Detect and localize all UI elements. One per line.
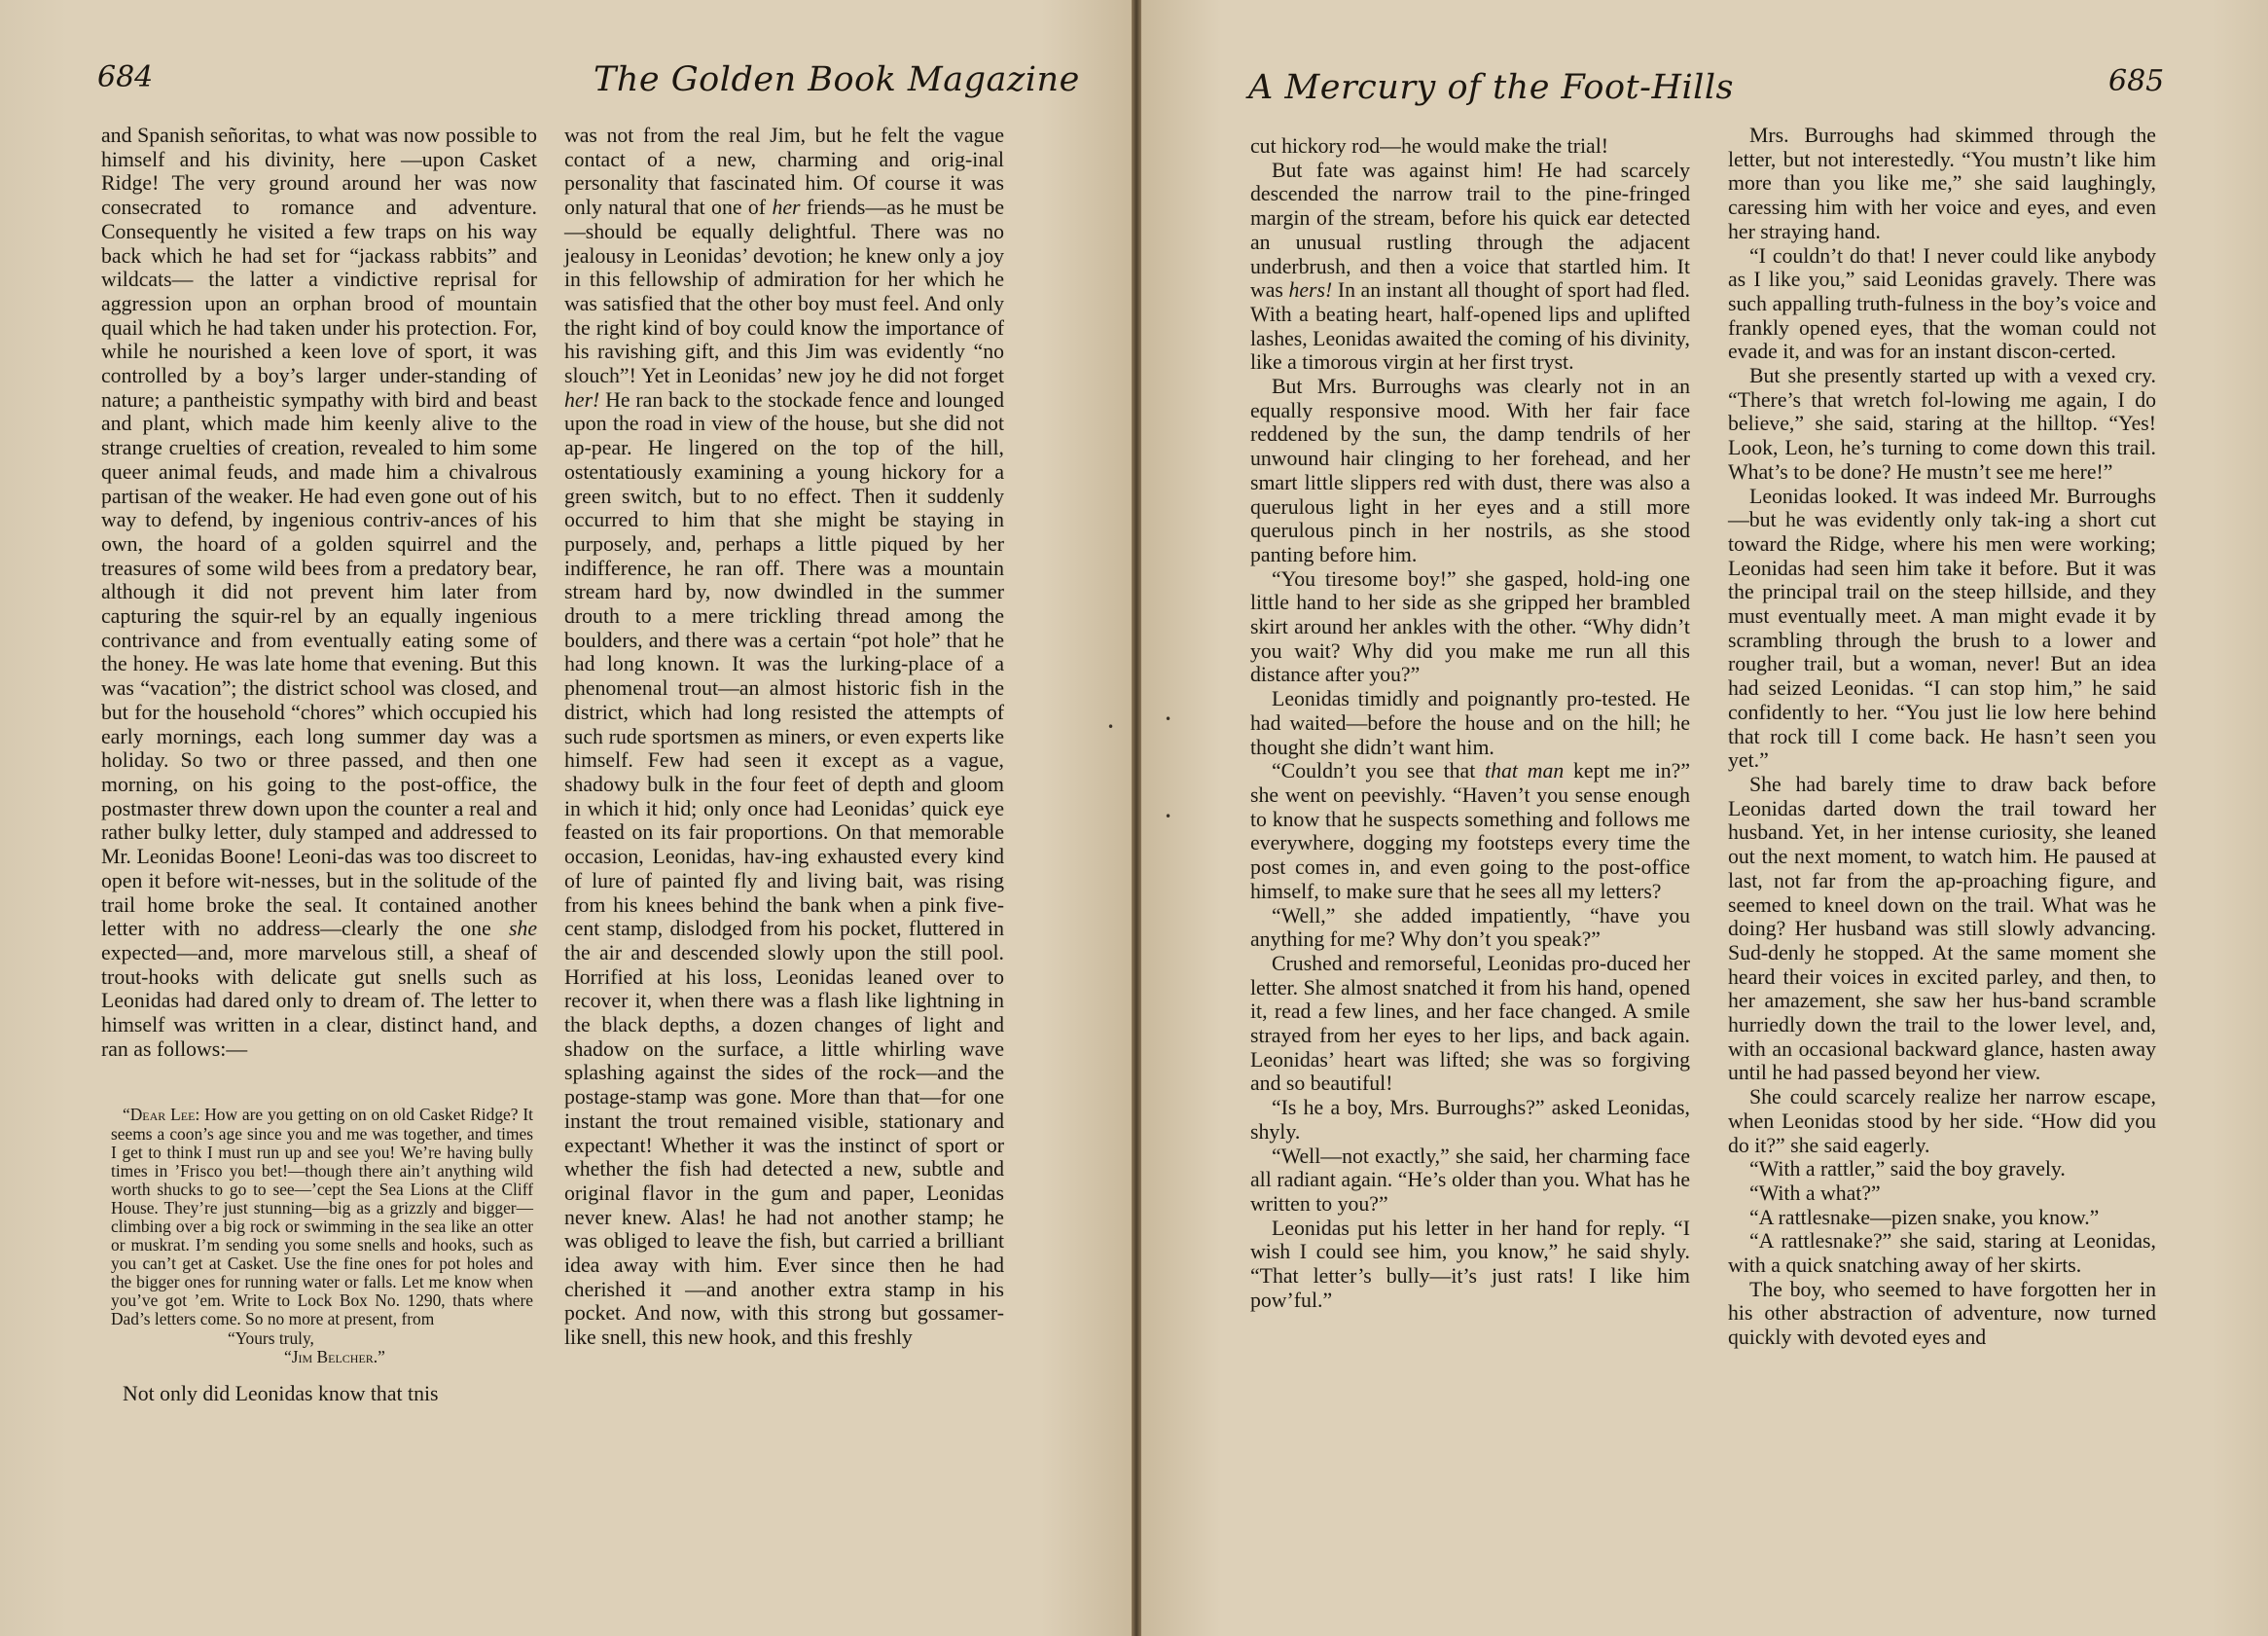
paragraph: But she presently started up with a vexed cry. “There’s that wretch fol-lowing me again, I do believe,” she said, staring at the hilltop. “Yes! Look, Leon, he’s turning to come down this trail. What’s to be done? He mustn’t see me here!” — [1728, 364, 2156, 484]
right-column-2 — [1728, 124, 2156, 1350]
paragraph: Leonidas put his letter in her hand for reply. “I wish I could see him, you know,” he said shyly. “That letter’s bully—it’s just rats! I like him pow’ful.” — [1250, 1216, 1690, 1312]
paragraph: Leonidas looked. It was indeed Mr. Burroughs—but he was evidently only tak-ing a short cut toward the Ridge, where his men were working; Leonidas had seen him take it before. But it was the principal trail on the steep hillside, and they must eventually meet. A man might evade it by scrambling through the brush to a lower and rougher trail, but a woman, never! But an idea had seized Leonidas. “I can stop him,” he said confidently to her. “You just lie low here behind that rock till I come back. He hasn’t seen you yet.” — [1728, 484, 2156, 773]
paragraph: “Well,” she added impatiently, “have you anything for me? Why don’t you speak?” — [1250, 903, 1690, 952]
paragraph: was not from the real Jim, but he felt the vague contact of a new, charming and orig-inal personality that fascinated him. Of course it was only natural that one of her friends—as he must be—should be equally delightful. There was no jealousy in Leonidas’ devotion; he knew only a joy in this fellowship of admiration for her which he was satisfied that the other boy must feel. And only the right kind of boy could know the importance of his ravishing gift, and this Jim was evidently “no slouch”! Yet in Leonidas’ new joy he did not forget her! He ran back to the stockade fence and lounged upon the road in view of the house, but she did not ap-pear. He lingered on the top of the hill, ostentatiously examining a young hickory for a green switch, but to no effect. Then it suddenly occurred to him that she might be staying in purposely, and, perhaps a little piqued by her indifference, he ran off. There was a mountain stream hard by, now dwindled in the summer drouth to a mere trickling thread among the boulders, and there was a certain “pot hole” that he had long known. It was the lurking-place of a phenomenal trout—an almost historic fish in the district, which had long resisted the attempts of such rude sportsmen as miners, or even experts like himself. Few had seen it except as a vague, shadowy bulk in the four feet of depth and gloom in which it hid; only once had Leonidas’ quick eye feasted on its fair proportions. On that memorable occasion, Leonidas, hav-ing exhausted every kind of lure of painted fly and living bait, was rising from his knees behind the bank when a pink five-cent stamp, dislodged from his pocket, fluttered in the air and descended slowly upon the still pool. Horrified at his loss, Leonidas leaned over to recover it, when there was a flash like lightning in the black depths, a dozen changes of light and shadow on the surface, a little whirling wave splashing against the sides of the rock—and the postage-stamp was gone. More than that—for one instant the trout remained visible, stationary and expectant! Whether it was the instinct of sport or whether the fish had detected a new, subtle and original flavor in the gum and paper, Leonidas never knew. Alas! he had not another stamp; he was obliged to leave the fish, but carried a brilliant idea away with him. Ever since then he had cherished it —and another extra stamp in his pocket. And now, with this strong but gossamer-like snell, this new hook, and this freshly — [564, 124, 1004, 1350]
paragraph: “With a rattler,” said the boy gravely. — [1749, 1157, 2066, 1182]
right-column-1 — [1250, 134, 1690, 1312]
left-page — [0, 0, 1132, 1636]
paragraph: Leonidas timidly and poignantly pro-tested. He had waited—before the house and on the hill; he thought she didn’t want him. — [1250, 687, 1690, 759]
paragraph: “With a what?” — [1749, 1181, 1881, 1205]
letter-closing: “Yours truly, — [228, 1327, 314, 1348]
paragraph: Not only did Leonidas know that tnis — [123, 1381, 439, 1405]
page-number-left: 684 — [97, 60, 154, 94]
left-column-1 — [101, 124, 537, 1405]
running-head-right: A Mercury of the Foot-Hills — [1248, 68, 1735, 107]
left-column-2 — [564, 124, 1004, 1350]
paragraph: Mrs. Burroughs had skimmed through the letter, but not interestedly. “You mustn’t like him more than you like me,” she said laughingly, caressing him with her voice and eyes, and even her straying hand. — [1728, 124, 2156, 243]
paragraph: She had barely time to draw back before Leonidas darted down the trail toward her husband. Yet, in her intense curiosity, she leaned out the next moment, to watch him. He paused at last, not far from the ap-proaching figure, and seemed to kneel down on the trail. What was he doing? Her husband was still slowly advancing. Sud-denly he stopped. At the same moment she heard their voices in excited parley, and then, to her amazement, she saw her hus-band scramble hurriedly down the trail to the lower level, and, with an occasional backward glance, hasten away until he had passed beyond her view. — [1728, 772, 2156, 1085]
right-page — [1141, 0, 2268, 1636]
paragraph: “A rattlesnake—pizen snake, you know.” — [1749, 1205, 2100, 1229]
paragraph: “Couldn’t you see that that man kept me in?” she went on peevishly. “Haven’t you sense enough to know that he suspects something and follows me everywhere, dogging my footsteps every time the post comes in, and even going to the post-office himself, to make sure that he sees all my letters? — [1250, 759, 1691, 903]
binding-gutter — [1132, 0, 1141, 1636]
paragraph: “Is he a boy, Mrs. Burroughs?” asked Leonidas, shyly. — [1250, 1096, 1690, 1144]
paragraph: cut hickory rod—he would make the trial! — [1250, 134, 1609, 158]
margin-mark: • — [1165, 712, 1172, 726]
paragraph: “I couldn’t do that! I never could like anybody as I like you,” said Leonidas gravely. There was such appalling truth-fulness in the boy’s voice and frankly opened eyes, that the woman could not evade it, and was for an instant discon-certed. — [1728, 243, 2156, 364]
letter-block — [111, 1106, 533, 1365]
paragraph: Crushed and remorseful, Leonidas pro-duced her letter. She almost snatched it from his hand, opened it, read a few lines, and her face changed. A smile strayed from her eyes to her lips, and back again. Leonidas’ heart was lifted; she was so forgiving and so beautiful! — [1250, 951, 1690, 1096]
paragraph: She could scarcely realize her narrow escape, when Leonidas stood by her side. “How did you do it?” she said eagerly. — [1728, 1085, 2156, 1157]
paragraph: “Well—not exactly,” she said, her charming face all radiant again. “He’s older than you. What has he written to you?” — [1250, 1144, 1690, 1216]
paragraph: But fate was against him! He had scarcely descended the narrow trail to the pine-fringed margin of the stream, before his quick ear detected an unusual rustling through the adjacent underbrush, and then a voice that startled him. It was hers! In an instant all thought of sport had fled. With a beating heart, half-opened lips and uplifted lashes, Leonidas awaited the coming of his divinity, like a timorous virgin at her first tryst. — [1250, 158, 1691, 375]
margin-mark: • — [1107, 720, 1115, 734]
margin-mark: • — [1165, 810, 1172, 823]
paragraph: “You tiresome boy!” she gasped, hold-ing one little hand to her side as she gripped her brambled skirt around her ankles with the other. “Why didn’t you wait? Why did you make me run all this distance after you?” — [1250, 566, 1690, 687]
paragraph: “A rattlesnake?” she said, staring at Leonidas, with a quick snatching away of her skirts. — [1728, 1229, 2156, 1278]
letter-body: “Dear Lee: How are you getting on on old Casket Ridge? It seems a coon’s age since you and me was together, and times I get to think I must run up and see you! We’re having bully times in ’Frisco you bet!—though there ain’t anything wild worth shucks to go to see—’cept the Sea Lions at the Cliff House. They’re just stunning—big as a grizzly and bigger—climbing over a big rock or swimming in the sea like an otter or muskrat. I’m sending you some snells and hooks, such as you can’t get at Casket. Use the fine ones for pot holes and the bigger ones for running water or falls. Let me know when you’ve got ’em. Write to Lock Box No. 1290, thats where Dad’s letters come. So no more at present, from — [111, 1105, 533, 1329]
running-head-left: The Golden Book Magazine — [594, 60, 1080, 99]
paragraph: The boy, who seemed to have forgotten her in his other abstraction of adventure, now turned quickly with devoted eyes and — [1728, 1277, 2156, 1350]
paragraph: and Spanish señoritas, to what was now possible to himself and his divinity, here —upon Casket Ridge! The very ground around her was now consecrated to romance and adventure. Consequently he visited a few traps on his way back which he had set for “jackass rabbits” and wildcats— the latter a vindictive reprisal for aggression upon an orphan brood of mountain quail which he had taken under his protection. For, while he nourished a keen love of sport, it was controlled by a boy’s larger under-standing of nature; a pantheistic sympathy with bird and beast and plant, which made him keenly alive to the strange cruelties of creation, revealed to him some queer animal feuds, and made him a chivalrous partisan of the weaker. He had even gone out of his way to defend, by ingenious contriv-ances of his own, the hoard of a golden squirrel and the treasures of some wild bees from a predatory bear, although it did not prevent him later from capturing the squir-rel by an equally ingenious contrivance and from eventually eating some of the honey. He was late home that evening. But this was “vacation”; the district school was closed, and but for the household “chores” which occupied his early mornings, each long summer day was a holiday. So two or three passed, and then one morning, on his going to the post-office, the postmaster threw down upon the counter a real and rather bulky letter, duly stamped and addressed to Mr. Leonidas Boone! Leoni-das was too discreet to open it before wit-nesses, but in the solitude of the trail home broke the seal. It contained another letter with no address—clearly the one she expected—and, more marvelous still, a sheaf of trout-hooks with delicate gut snells such as Leonidas had dared only to dream of. The letter to himself was written in a clear, distinct hand, and ran as follows:— — [101, 124, 537, 1061]
page-number-right: 685 — [2108, 64, 2165, 98]
letter-signature: “Jim Belcher.” — [284, 1346, 385, 1366]
paragraph: But Mrs. Burroughs was clearly not in an equally responsive mood. With her fair face reddened by the sun, the damp tendrils of her unwound hair clinging to her forehead, and her smart little slippers red with dust, there was also a querulous light in her eyes and a still more querulous pinch in her nostrils, as she stood panting before him. — [1250, 375, 1690, 566]
